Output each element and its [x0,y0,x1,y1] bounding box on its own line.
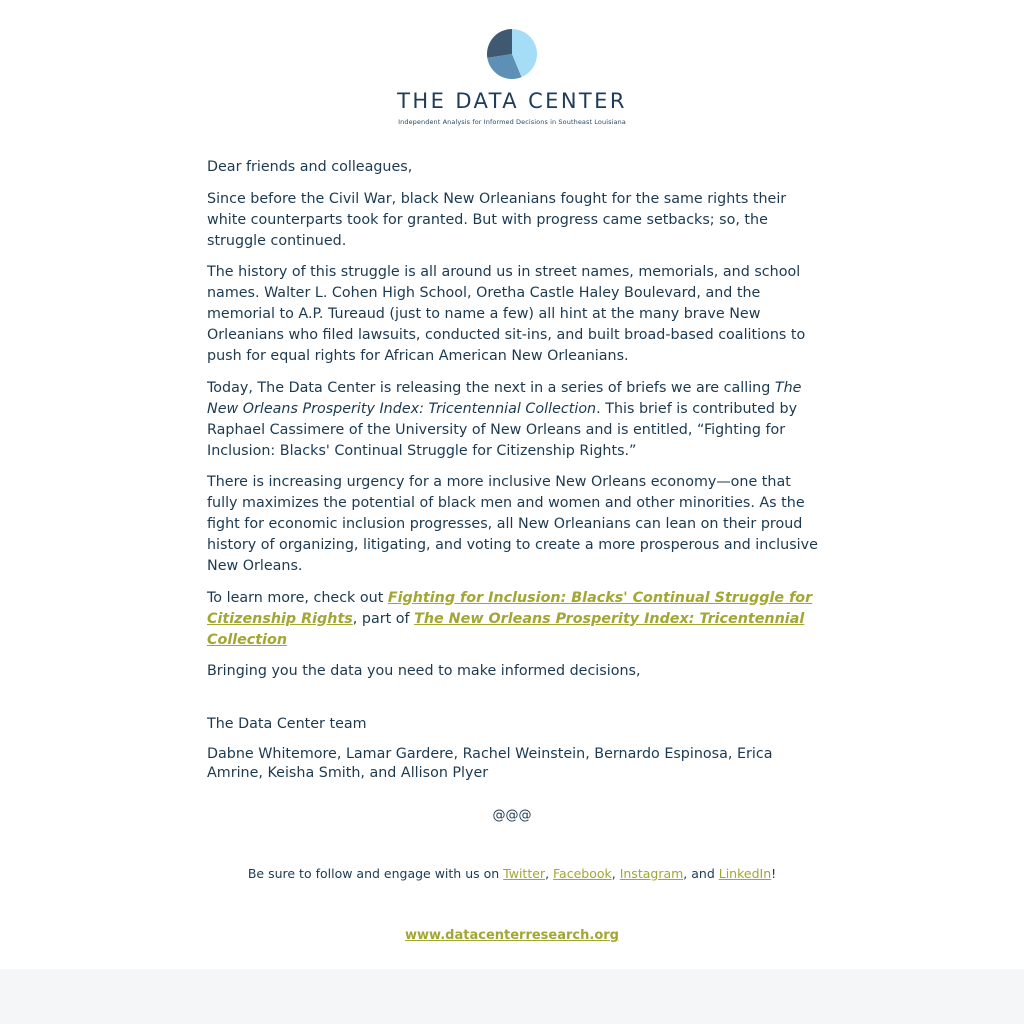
brief-link[interactable]: Fighting for Inclusion: Blacks' Continual Struggle for Citizenship Rights [207,589,813,627]
linkedin-link[interactable]: LinkedIn [718,866,772,881]
brand-tagline: Independent Analysis for Informed Decisions in Southeast Louisiana [398,118,626,126]
paragraph-3-text-end: . This brief is contributed by Raphael Cassimere of the University of New Orleans and is entitled, “Fighting for Inclusion: Blacks' Continual Struggle for Citizenship Rights.” [207,400,798,459]
collection-link[interactable]: The New Orleans Prosperity Index: Tricentennial Collection [207,610,805,648]
paragraph-3 [207,378,822,462]
facebook-link[interactable]: Facebook [553,866,612,881]
logo-slice-dark [487,29,512,58]
social-follow [0,866,1024,881]
website [0,928,1024,943]
website-link[interactable]: www.datacenterresearch.org [405,928,619,943]
twitter-link[interactable]: Twitter [503,866,546,881]
paragraph-5 [207,588,822,651]
paragraph-3-text-start: Today, The Data Center is releasing the next in a series of briefs we are calling [207,379,775,396]
separator: @@@ [492,808,532,823]
greeting: Dear friends and colleagues, [207,159,413,175]
spacer [207,693,822,714]
instagram-link[interactable]: Instagram [619,866,684,881]
team-names: Dabne Whitemore, Lamar Gardere, Rachel Weinstein, Bernardo Espinosa, Erica Amrine, Keisha Smith, and Allison Plyer [207,746,773,781]
follow-end: ! [771,866,777,881]
follow-text: Be sure to follow and engage with us on [247,866,504,881]
paragraph-2: The history of this struggle is all around us in street names, memorials, and school names. Walter L. Cohen High School, Oretha Castle Haley Boulevard, and the memorial to A.P. Tureaud (just to name a few) all hint at the many brave New Orleanians who filed lawsuits, conducted sit-ins, and built broad-based coalitions to push for equal rights for African American New Orleanians. [207,264,806,364]
closing-line: Bringing you the data you need to make informed decisions, [207,663,641,679]
data-center-logo-icon [487,29,537,79]
paragraph-5-text-middle: , part of [352,610,415,627]
follow-and: , and [683,866,719,881]
paragraph-4: There is increasing urgency for a more inclusive New Orleans economy—one that fully maximizes the potential of black men and women and other minorities. As the fight for economic inclusion progresses, all New Orleanians can lean on their proud history of organizing, litigating, and voting to create a more prosperous and inclusive New Orleans. [207,474,818,574]
footer-band [0,969,1024,1024]
letter-body [207,157,822,794]
paragraph-5-text-start: To learn more, check out [207,589,388,606]
collection-title: The New Orleans Prosperity Index: Tricentennial Collection [207,379,802,417]
follow-comma-2: , [611,866,620,881]
signature: The Data Center team [207,715,367,732]
brand-name: THE DATA CENTER [397,89,627,113]
paragraph-1: Since before the Civil War, black New Orleanians fought for the same rights their white counterparts took for granted. But with progress came setbacks; so, the struggle continued. [207,190,787,249]
follow-comma-1: , [545,866,554,881]
header [0,0,1024,135]
